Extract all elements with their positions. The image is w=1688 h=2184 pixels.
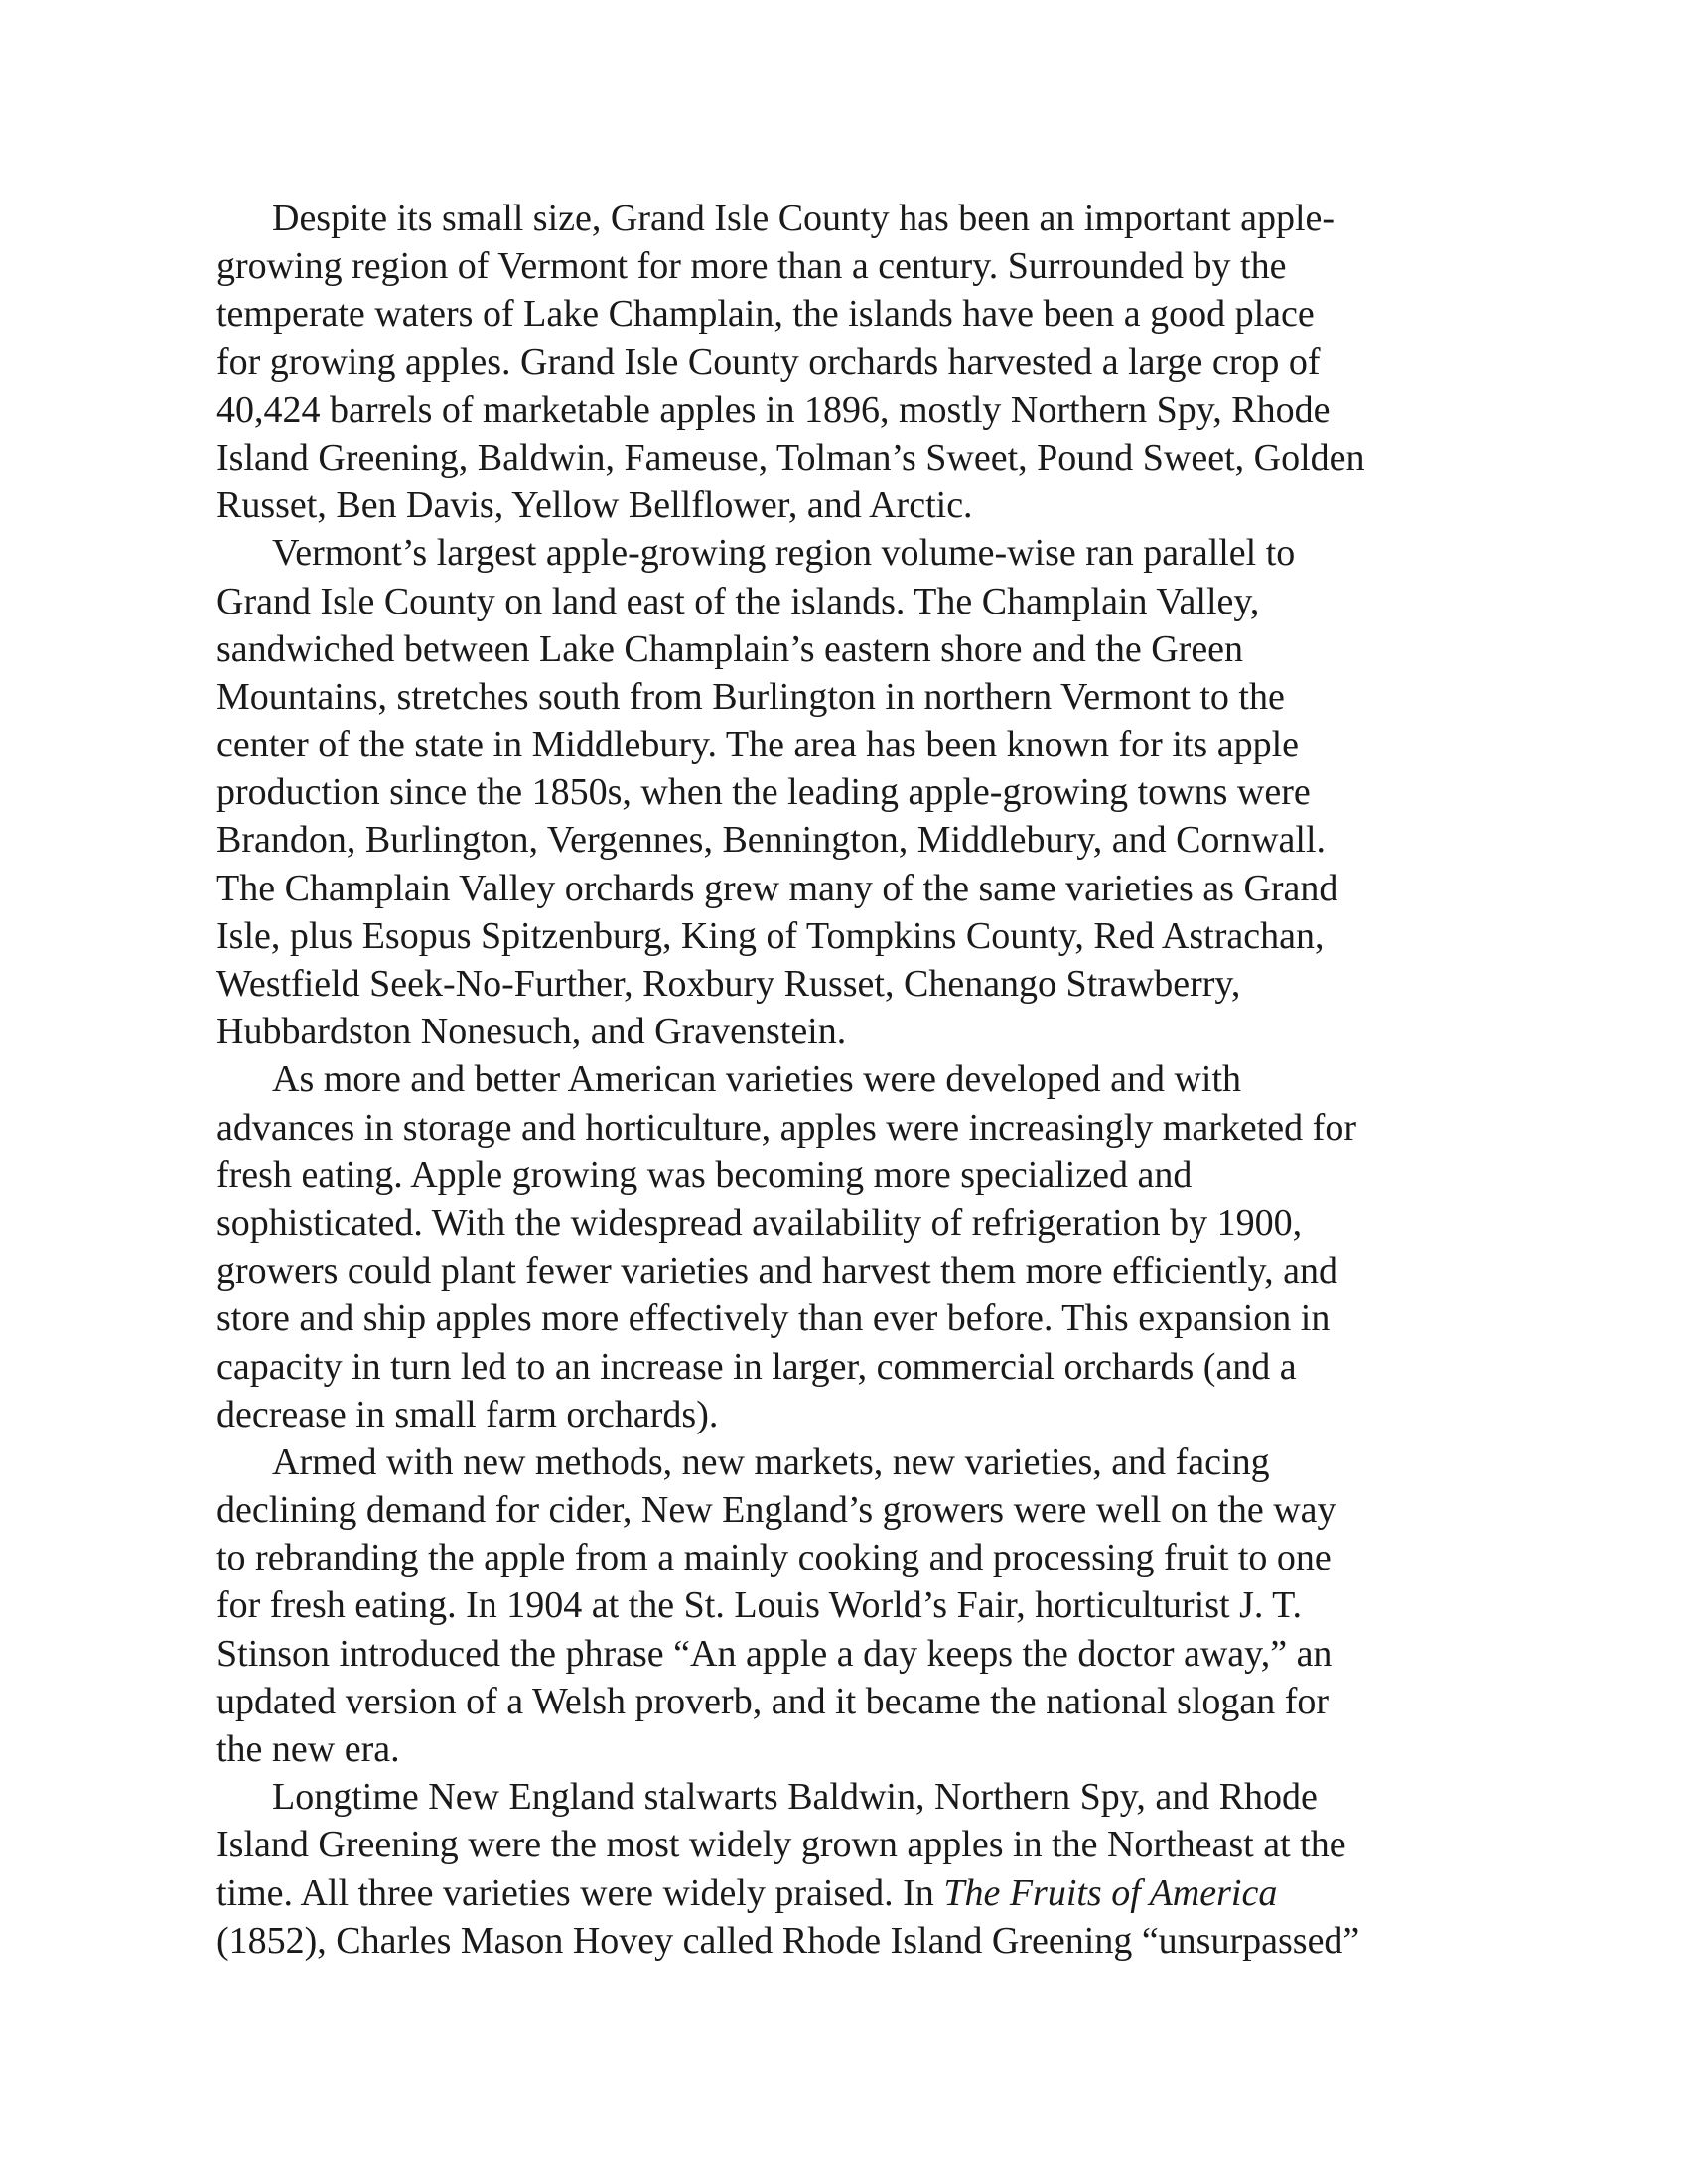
text-line: Hubbardston Nonesuch, and Gravenstein. <box>216 1011 847 1053</box>
paragraph-apple-a-day <box>216 1438 1489 1773</box>
text-line: to rebranding the apple from a mainly cooking and processing fruit to one <box>216 1537 1332 1579</box>
paragraph-new-england-stalwarts <box>216 1773 1489 1965</box>
text-line: sandwiched between Lake Champlain’s eastern shore and the Green <box>216 627 1244 670</box>
text-line: Vermont’s largest apple-growing region volume-wise ran parallel to <box>272 532 1296 575</box>
text-line: Stinson introduced the phrase “An apple a day keeps the doctor away,” an <box>216 1632 1333 1675</box>
text-line: As more and better American varieties were developed and with <box>272 1058 1242 1101</box>
text-line: fresh eating. Apple growing was becoming more specialized and <box>216 1154 1193 1196</box>
text-line: growing region of Vermont for more than a century. Surrounded by the <box>216 245 1287 288</box>
text-line: Despite its small size, Grand Isle County has been an important apple- <box>272 198 1336 239</box>
text-line: for growing apples. Grand Isle County orchards harvested a large crop of <box>216 341 1321 383</box>
text-line: center of the state in Middlebury. The area has been known for its apple <box>216 724 1300 766</box>
text-line: The Champlain Valley orchards grew many of the same varieties as Grand <box>216 867 1338 909</box>
paragraph-fresh-eating <box>216 1055 1489 1438</box>
text-line: capacity in turn led to an increase in larger, commercial orchards (and a <box>216 1345 1297 1388</box>
text-line-with-title <box>216 1869 1489 1917</box>
text-fragment: time. All three varieties were widely praised. In <box>216 1871 944 1914</box>
book-title: The Fruits of America <box>943 1871 1278 1914</box>
text-line: Longtime New England stalwarts Baldwin, Northern Spy, and Rhode <box>272 1776 1318 1819</box>
text-line: declining demand for cider, New England’s growers were well on the way <box>216 1489 1336 1532</box>
paragraph-champlain-valley <box>216 529 1489 1055</box>
paragraph-grand-isle <box>216 195 1489 529</box>
text-line: Armed with new methods, new markets, new varieties, and facing <box>272 1440 1270 1483</box>
text-line: Russet, Ben Davis, Yellow Bellflower, and Arctic. <box>216 484 973 527</box>
text-line: Isle, plus Esopus Spitzenburg, King of Tompkins County, Red Astrachan, <box>216 914 1325 957</box>
text-line: (1852), Charles Mason Hovey called Rhode Island Greening “unsurpassed” <box>216 1919 1360 1962</box>
text-line: 40,424 barrels of marketable apples in 1896, mostly Northern Spy, Rhode <box>216 388 1331 431</box>
book-page-body <box>216 195 1489 1965</box>
text-line: updated version of a Welsh proverb, and it became the national slogan for <box>216 1680 1330 1722</box>
text-line: production since the 1850s, when the leading apple-growing towns were <box>216 771 1311 814</box>
text-line: Island Greening, Baldwin, Fameuse, Tolman’s Sweet, Pound Sweet, Golden <box>216 436 1365 478</box>
text-line: Island Greening were the most widely grown apples in the Northeast at the <box>216 1824 1346 1866</box>
text-line: Brandon, Burlington, Vergennes, Bennington, Middlebury, and Cornwall. <box>216 819 1327 862</box>
text-line: temperate waters of Lake Champlain, the islands have been a good place <box>216 293 1315 336</box>
text-line: growers could plant fewer varieties and harvest them more efficiently, and <box>216 1250 1338 1293</box>
text-line: Mountains, stretches south from Burlington in northern Vermont to the <box>216 675 1285 718</box>
text-line: Grand Isle County on land east of the islands. The Champlain Valley, <box>216 580 1260 622</box>
text-line: decrease in small farm orchards). <box>216 1393 719 1435</box>
text-line: store and ship apples more effectively than ever before. This expansion in <box>216 1297 1331 1340</box>
text-line: sophisticated. With the widespread availability of refrigeration by 1900, <box>216 1201 1303 1244</box>
text-line: Westfield Seek-No-Further, Roxbury Russet, Chenango Strawberry, <box>216 963 1241 1005</box>
text-line: the new era. <box>216 1728 400 1770</box>
text-line: advances in storage and horticulture, apples were increasingly marketed for <box>216 1106 1356 1149</box>
text-line: for fresh eating. In 1904 at the St. Louis World’s Fair, horticulturist J. T. <box>216 1584 1303 1627</box>
